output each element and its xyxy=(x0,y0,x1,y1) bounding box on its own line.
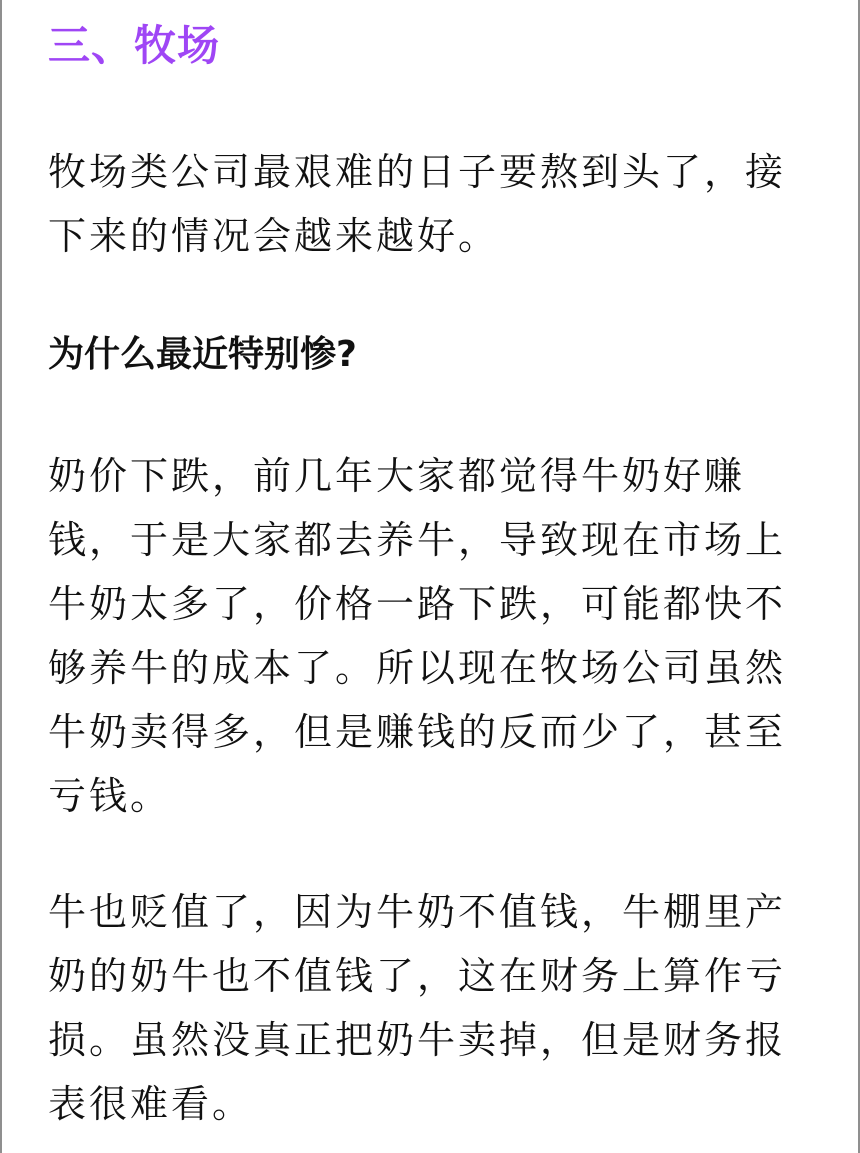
section-title: 三、牧场 xyxy=(48,21,221,70)
question-heading: 为什么最近特别惨? xyxy=(48,334,357,375)
intro-paragraph: 牧场类公司最艰难的日子要熬到头了，接下来的情况会越来越好。 xyxy=(48,150,787,258)
reason-paragraph-price-drop: 奶价下跌，前几年大家都觉得牛奶好赚钱，于是大家都去养牛，导致现在市场上牛奶太多了，价格一路下跌，可能都快不够养牛的成本了。所以现在牧场公司虽然牛奶卖得多，但是赚钱的反而少了，甚至亏钱。 xyxy=(48,454,787,818)
left-border xyxy=(0,0,2,1153)
reason-paragraph-cow-depreciation: 牛也贬值了，因为牛奶不值钱，牛棚里产奶的奶牛也不值钱了，这在财务上算作亏损。虽然没真正把奶牛卖掉，但是财务报表很难看。 xyxy=(48,890,787,1126)
